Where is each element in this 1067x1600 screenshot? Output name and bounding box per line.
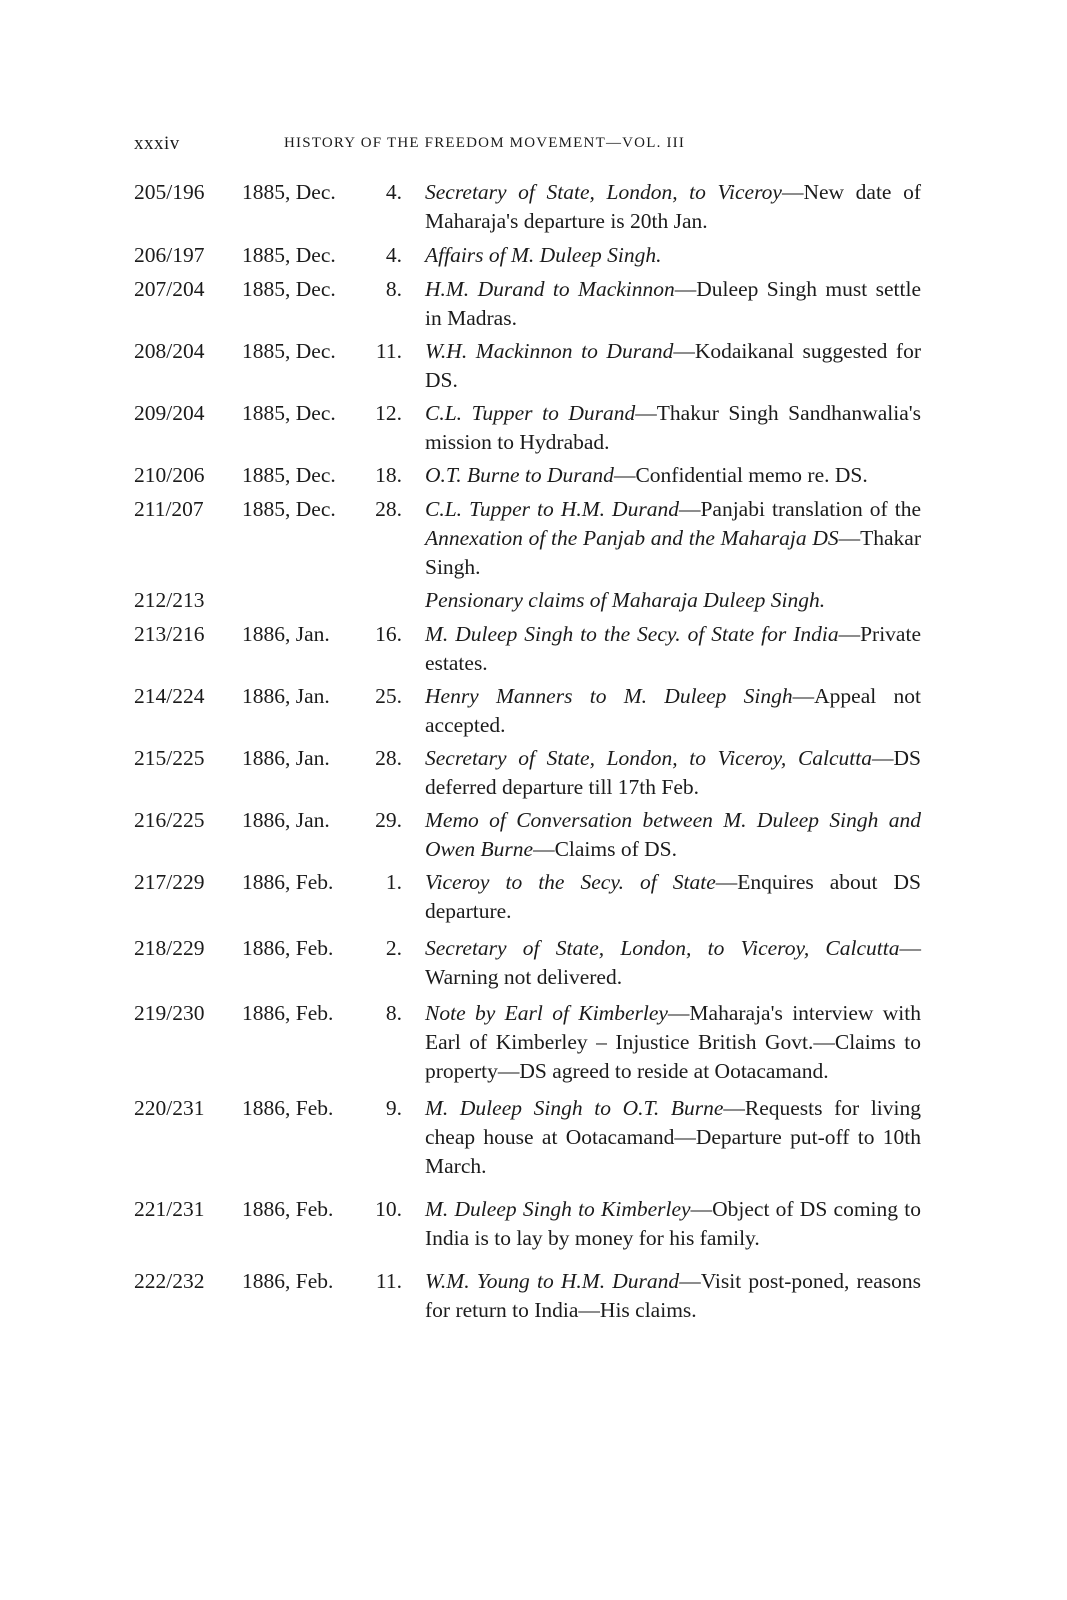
entry-description [425,620,921,678]
entry-reference: 219/230 [134,1001,205,1025]
entry-description [425,1267,921,1325]
entry-description [425,178,921,236]
entry-date-day: 11. [375,339,402,363]
entry-date-month: 1885, Dec. [242,180,336,204]
entry-correspondents: Viceroy to the Secy. of State [425,870,716,894]
entry-correspondents: H.M. Durand to Mackinnon [425,277,675,301]
entry-correspondents: Affairs of M. Duleep Singh. [425,243,662,267]
entry-date-day: 8. [385,277,402,301]
entry-summary: —New date of Maharaja's departure is 20th Jan. [425,180,921,233]
entry-date-month: 1886, Feb. [242,1269,334,1293]
list-item [134,620,934,678]
entry-date-month: 1886, Feb. [242,1001,334,1025]
entry-date-month: 1885, Dec. [242,277,336,301]
entry-description [425,744,921,802]
entry-date [242,1267,402,1296]
entry-description [425,461,921,490]
entry-date [242,934,402,963]
entry-date-day: 9. [385,1096,402,1120]
entry-correspondents: Pensionary claims of Maharaja Duleep Singh. [425,588,826,612]
list-item [134,275,934,333]
entry-reference: 218/229 [134,936,205,960]
entry-reference: 208/204 [134,339,205,363]
entry-description [425,586,921,615]
page-header [134,133,934,159]
entry-date [242,999,402,1028]
list-item [134,868,934,926]
entry-date [242,806,402,835]
entry-date-month: 1886, Jan. [242,808,330,832]
entry-date-day: 18. [375,463,402,487]
entry-description [425,337,921,395]
list-item [134,999,934,1086]
entry-date [242,461,402,490]
entry-summary: —Enquires about DS departure. [425,870,921,923]
list-item [134,806,934,864]
entry-correspondents: Note by Earl of Kimberley [425,1001,668,1025]
entry-date [242,399,402,428]
entry-date [242,337,402,366]
entry-date-month: 1885, Dec. [242,497,336,521]
list-item [134,178,934,236]
entry-summary: —Requests for living cheap house at Ootacamand—Departure put-off to 10th March. [425,1096,921,1178]
document-entry-list [134,174,934,1325]
entry-summary: —Maharaja's interview with Earl of Kimberley – Injustice British Govt.—Claims to property—DS agreed to reside at Ootacamand. [425,1001,922,1083]
entry-reference: 209/204 [134,401,205,425]
entry-description [425,999,921,1086]
entry-summary: —Kodaikanal suggested for DS. [425,339,921,392]
entry-date-day: 29. [375,808,402,832]
entry-description [425,495,921,582]
entry-description [425,934,921,992]
entry-summary: —Duleep Singh must settle in Madras. [425,277,921,330]
entry-date-day: 28. [375,746,402,770]
entry-reference: 206/197 [134,243,205,267]
entry-date-day: 12. [375,401,402,425]
list-item [134,1267,934,1325]
entry-date-day: 1. [385,870,402,894]
entry-summary: —Appeal not accepted. [425,684,921,737]
list-item [134,241,934,271]
entry-date-month: 1886, Jan. [242,746,330,770]
entry-summary: —Panjabi translation of the [678,497,921,521]
list-item [134,399,934,457]
entry-reference: 205/196 [134,180,205,204]
entry-correspondents: C.L. Tupper to Durand [425,401,636,425]
entry-description [425,275,921,333]
entry-date-day: 2. [385,936,402,960]
entry-summary: —Visit post-poned, reasons for return to India—His claims. [425,1269,922,1322]
entry-date [242,682,402,711]
entry-summary: —Warning not delivered. [425,936,921,989]
entry-description [425,806,921,864]
list-item [134,337,934,395]
entry-date-month: 1885, Dec. [242,401,336,425]
entry-date-month: 1886, Feb. [242,1096,334,1120]
entry-summary: —Thakar Singh. [425,526,921,579]
entry-description [425,1094,921,1181]
entry-date-day: 11. [375,1269,402,1293]
entry-date [242,1195,402,1224]
entry-date [242,275,402,304]
entry-date [242,241,402,270]
entry-date-day: 25. [375,684,402,708]
entry-reference: 221/231 [134,1197,205,1221]
entry-date [242,178,402,207]
entry-date-day: 4. [385,180,402,204]
entry-date-month: 1885, Dec. [242,339,336,363]
entry-summary: —Private estates. [425,622,921,675]
entry-date-month: 1886, Jan. [242,622,330,646]
entry-correspondents: Secretary of State, London, to Viceroy [425,180,782,204]
list-item [134,495,934,582]
list-item [134,682,934,740]
list-item [134,586,934,616]
entry-correspondents: M. Duleep Singh to O.T. Burne [425,1096,724,1120]
list-item [134,1094,934,1181]
entry-date-day: 4. [385,243,402,267]
entry-reference: 207/204 [134,277,205,301]
list-item [134,1195,934,1253]
entry-date-day: 28. [375,497,402,521]
entry-correspondents: Memo of Conversation between M. Duleep Singh and Owen Burne [425,808,921,861]
running-title: HISTORY OF THE FREEDOM MOVEMENT—VOL. III [284,135,686,151]
entry-correspondents: O.T. Burne to Durand [425,463,614,487]
entry-date-day: 8. [385,1001,402,1025]
entry-reference: 215/225 [134,746,205,770]
entry-date-month: 1886, Jan. [242,684,330,708]
entry-correspondents: W.M. Young to H.M. Durand [425,1269,680,1293]
entry-description [425,868,921,926]
list-item [134,461,934,491]
page-number: xxxiv [134,133,180,154]
entry-summary: —Claims of DS. [533,837,678,861]
entry-correspondents: W.H. Mackinnon to Durand [425,339,674,363]
entry-date [242,744,402,773]
entry-reference: 220/231 [134,1096,205,1120]
entry-correspondents: Secretary of State, London, to Viceroy, Calcutta [425,746,873,770]
entry-reference: 216/225 [134,808,205,832]
entry-correspondents: M. Duleep Singh to Kimberley [425,1197,691,1221]
entry-date [242,868,402,897]
entry-correspondents: C.L. Tupper to H.M. Durand [425,497,679,521]
entry-description [425,399,921,457]
entry-correspondents: Annexation of the Panjab and the Maharaja DS [425,526,839,550]
entry-date [242,495,402,524]
entry-date [242,620,402,649]
entry-description [425,682,921,740]
entry-description [425,241,921,270]
entry-description [425,1195,921,1253]
entry-reference: 214/224 [134,684,205,708]
entry-reference: 212/213 [134,588,205,612]
entry-date-month: 1886, Feb. [242,1197,334,1221]
entry-date-day: 10. [375,1197,402,1221]
entry-date-day: 16. [375,622,402,646]
entry-reference: 211/207 [134,497,204,521]
list-item [134,934,934,992]
entry-date [242,1094,402,1123]
entry-reference: 217/229 [134,870,205,894]
entry-reference: 222/232 [134,1269,205,1293]
entry-summary: —Thakur Singh Sandhanwalia's mission to Hydrabad. [425,401,921,454]
entry-reference: 213/216 [134,622,205,646]
entry-correspondents: Secretary of State, London, to Viceroy, Calcutta [425,936,900,960]
entry-date-month: 1886, Feb. [242,870,334,894]
entry-date-month: 1885, Dec. [242,463,336,487]
entry-summary: —DS deferred departure till 17th Feb. [425,746,921,799]
entry-date-month: 1885, Dec. [242,243,336,267]
entry-correspondents: M. Duleep Singh to the Secy. of State for India [425,622,839,646]
entry-summary: —Object of DS coming to India is to lay by money for his family. [425,1197,921,1250]
entry-summary: —Confidential memo re. DS. [613,463,868,487]
list-item [134,744,934,802]
entry-correspondents: Henry Manners to M. Duleep Singh [425,684,793,708]
entry-date-month: 1886, Feb. [242,936,334,960]
entry-reference: 210/206 [134,463,205,487]
